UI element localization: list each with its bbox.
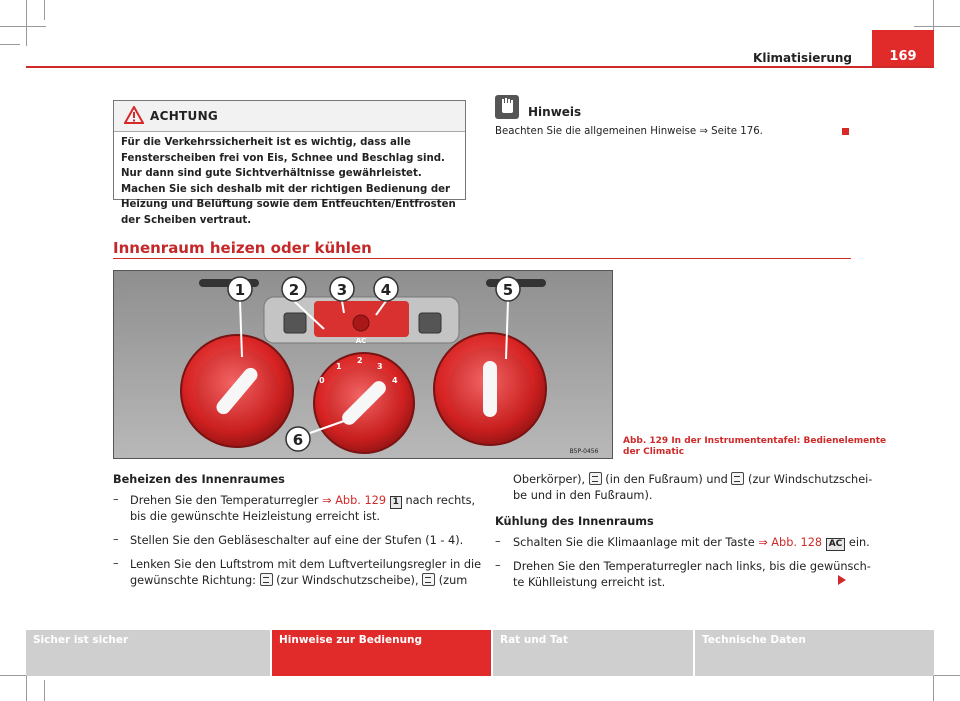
continue-arrow-icon: [838, 575, 846, 585]
cooling-step-1: Schalten Sie die Klimaanlage mit der Taste ⇒ Abb. 128 AC ein.: [513, 536, 870, 549]
section-end-mark: [842, 128, 849, 135]
heating-step-3: Lenken Sie den Luftstrom mit dem Luftverteilungsregler in die: [130, 558, 482, 571]
ac-key-badge: AC: [826, 538, 846, 551]
tab-technische-daten[interactable]: Technische Daten: [695, 630, 934, 676]
climatic-panel-illustration: [114, 271, 612, 458]
fan-mark-4: 4: [392, 376, 398, 385]
callout-6: 6: [292, 431, 304, 449]
upper-body-icon: [422, 573, 435, 586]
callout-5: 5: [502, 281, 514, 299]
climatic-controls-figure: [113, 270, 613, 459]
ac-label: AC: [355, 337, 367, 345]
note-title: Hinweis: [528, 105, 582, 119]
heating-step-3-cont3: be und in den Fußraum).: [513, 489, 653, 502]
chapter-tabs: [26, 630, 934, 676]
crop-mark: [914, 26, 960, 27]
cooling-heading: Kühlung des Innenraums: [495, 515, 654, 528]
bullet-dash: –: [495, 559, 501, 572]
fan-mark-0: 0: [319, 376, 325, 385]
bullet-dash: –: [113, 557, 119, 570]
header-rule: [26, 66, 934, 68]
tab-hinweise-zur-bedienung[interactable]: Hinweise zur Bedienung: [272, 630, 491, 676]
heating-heading: Beheizen des Innenraumes: [113, 473, 285, 486]
footwell-icon: [589, 472, 602, 485]
figure-caption-line2: der Climatic: [623, 447, 685, 457]
callout-1: 1: [234, 281, 246, 299]
crop-mark: [0, 44, 20, 45]
callout-2: 2: [288, 281, 300, 299]
crop-mark: [44, 680, 45, 701]
note-hand-icon: [495, 95, 519, 119]
page-number-box: [872, 30, 934, 67]
warning-text: Für die Verkehrssicherheit ist es wichtig, dass alle Fensterscheiben frei von Eis, Schnee und Beschlag sind. Nur dann sind gute Sichtverhältnisse gewährleistet. Machen Sie sich deshalb mit der richtigen Bedienung der Heizung und Belüftung sowie dem Entfeuchten/Entfrosten der Scheiben vertraut.: [121, 137, 456, 226]
figure-code: B5P-0456: [569, 448, 599, 455]
bullet-dash: –: [113, 493, 119, 506]
bullet-dash: –: [495, 535, 501, 548]
fan-mark-3: 3: [377, 362, 383, 371]
note-text: Beachten Sie die allgemeinen Hinweise ⇒ Seite 176.: [495, 126, 763, 137]
callout-3: 3: [336, 281, 348, 299]
heating-step-2: Stellen Sie den Gebläseschalter auf eine der Stufen (1 - 4).: [130, 534, 464, 547]
fig-reference-link[interactable]: ⇒ Abb. 128: [758, 536, 823, 549]
tab-sicher-ist-sicher[interactable]: Sicher ist sicher: [26, 630, 270, 676]
heating-step-3-cont: gewünschte Richtung: (zur Windschutzscheibe), (zum: [130, 574, 468, 587]
figure-caption: [623, 436, 886, 458]
bullet-dash: –: [113, 533, 119, 546]
section-heading: Innenraum heizen oder kühlen: [113, 239, 372, 257]
crop-mark: [26, 0, 27, 46]
crop-mark: [0, 26, 46, 27]
fig-reference-link[interactable]: ⇒ Abb. 129: [322, 494, 387, 507]
tab-rat-und-tat[interactable]: Rat und Tat: [493, 630, 693, 676]
page-number: 169: [889, 49, 917, 64]
windscreen-footwell-icon: [731, 472, 744, 485]
heating-step-1-cont: bis die gewünschte Heizleistung erreicht ist.: [130, 510, 380, 523]
heating-step-3-cont2: Oberkörper), (in den Fußraum) und (zur Windschutzschei-: [513, 473, 873, 486]
crop-mark: [44, 0, 45, 20]
fan-mark-1: 1: [336, 362, 342, 371]
warning-triangle-icon: [124, 106, 144, 124]
cooling-step-2-cont: te Kühlleistung erreicht ist.: [513, 576, 666, 589]
section-heading-rule: [113, 258, 851, 259]
heating-step-1: Drehen Sie den Temperaturregler ⇒ Abb. 129 1 nach rechts,: [130, 494, 476, 507]
callout-badge: 1: [390, 496, 402, 509]
warning-header: [114, 101, 465, 132]
cooling-step-2: Drehen Sie den Temperaturregler nach links, bis die gewünsch-: [513, 560, 871, 573]
callout-4: 4: [380, 281, 392, 299]
running-header-title: Klimatisierung: [753, 51, 852, 65]
fan-mark-2: 2: [357, 356, 363, 365]
figure-caption-line1: Abb. 129 In der Instrumententafel: Bedienelemente: [623, 436, 887, 446]
warning-title: ACHTUNG: [150, 109, 219, 123]
windscreen-icon: [260, 573, 273, 586]
warning-box: [113, 100, 466, 226]
